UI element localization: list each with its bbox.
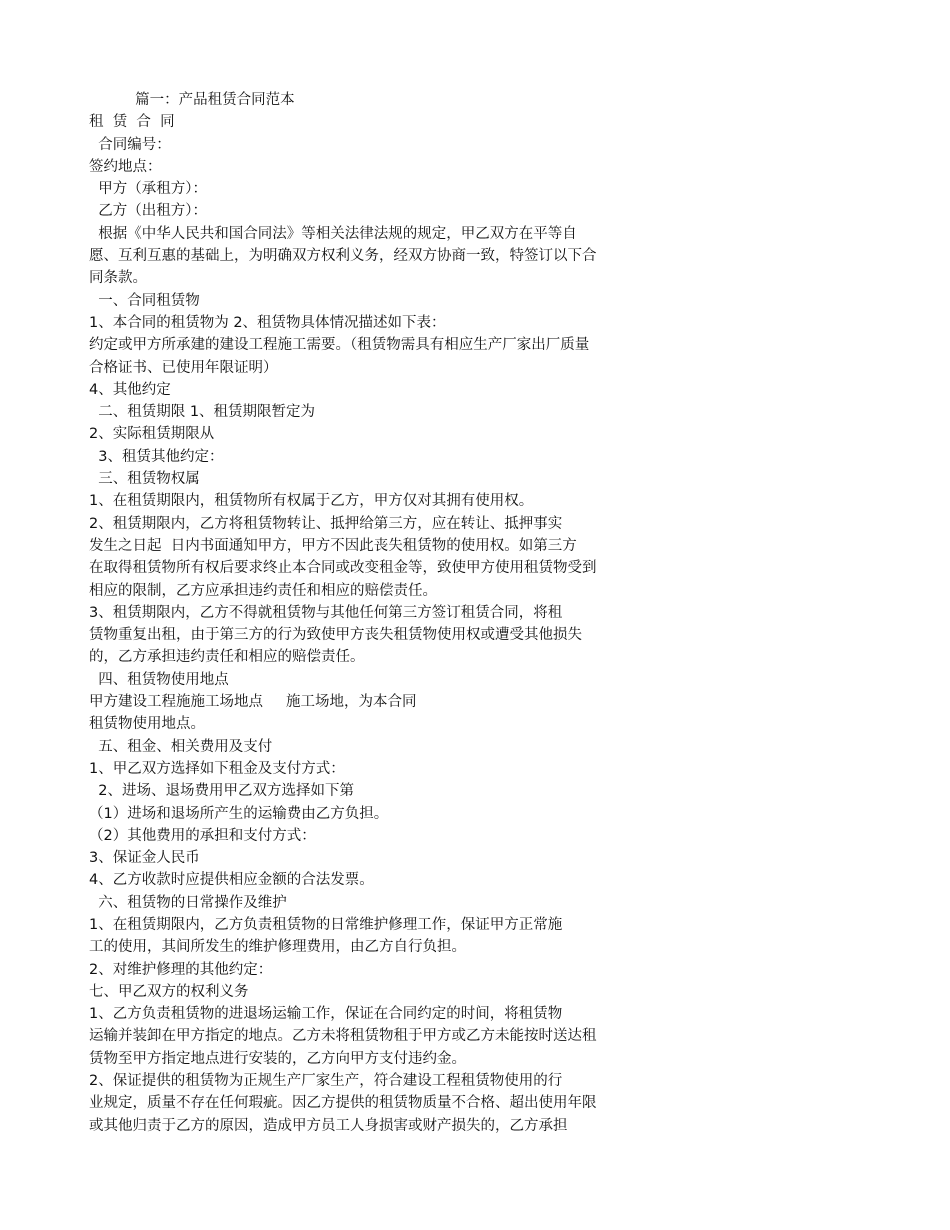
text-line: 4、其他约定 xyxy=(89,381,171,398)
text-line: 发生之日起 日内书面通知甲方，甲方不因此丧失租赁物的使用权。如第三方 xyxy=(89,537,577,554)
text-line: 2、租赁期限内，乙方将租赁物转让、抵押给第三方，应在转让、抵押事实 xyxy=(89,515,563,532)
text-line: 一、合同租赁物 xyxy=(89,292,200,309)
text-line: 签约地点： xyxy=(89,158,162,175)
text-line: 三、租赁物权属 xyxy=(89,471,200,488)
text-line: （1）进场和退场所产生的运输费由乙方负担。 xyxy=(89,805,389,822)
text-line: 根据《中华人民共和国合同法》等相关法律法规的规定，甲乙双方在平等自 xyxy=(89,225,577,242)
text-line: 合同编号： xyxy=(89,136,171,153)
text-line: 六、租赁物的日常操作及维护 xyxy=(89,894,287,911)
text-line: 工的使用，其间所发生的维护修理费用，由乙方自行负担。 xyxy=(89,939,466,956)
text-line: 或其他归责于乙方的原因，造成甲方员工人身损害或财产损失的，乙方承担 xyxy=(89,1117,568,1134)
text-line: 3、保证金人民币 xyxy=(89,850,200,867)
text-line: 甲方建设工程施施工场地点 施工场地，为本合同 xyxy=(89,694,417,711)
text-line: （2）其他费用的承担和支付方式： xyxy=(89,827,316,844)
text-line: 租赁物使用地点。 xyxy=(89,716,205,733)
text-line: 4、乙方收款时应提供相应金额的合法发票。 xyxy=(89,872,374,889)
text-line: 2、进场、退场费用甲乙双方选择如下第 xyxy=(89,783,354,800)
text-line: 五、租金、相关费用及支付 xyxy=(89,738,273,755)
text-line: 四、租赁物使用地点 xyxy=(89,671,229,688)
text-line: 合格证书、已使用年限证明） xyxy=(89,359,278,376)
text-line: 赁物重复出租，由于第三方的行为致使甲方丧失租赁物使用权或遭受其他损失 xyxy=(89,627,582,644)
text-line: 乙方（出租方）： xyxy=(89,203,207,220)
text-line: 二、租赁期限 1、租赁期限暂定为 xyxy=(89,404,316,421)
text-line: 在取得租赁物所有权后要求终止本合同或改变租金等，致使甲方使用租赁物受到 xyxy=(89,560,597,577)
document-title: 篇一：产品租赁合同范本 xyxy=(89,92,295,108)
text-line: 七、甲乙双方的权利义务 xyxy=(89,983,249,1000)
text-line: 业规定，质量不存在任何瑕疵。因乙方提供的租赁物质量不合格、超出使用年限 xyxy=(89,1095,597,1112)
text-line: 1、在租赁期限内，租赁物所有权属于乙方，甲方仅对其拥有使用权。 xyxy=(89,493,534,510)
text-line: 1、乙方负责租赁物的进退场运输工作，保证在合同约定的时间，将租赁物 xyxy=(89,1006,563,1023)
text-line: 甲方（承租方）： xyxy=(89,181,207,198)
text-line: 愿、互利互惠的基础上，为明确双方权利义务，经双方协商一致，特签订以下合 xyxy=(89,248,597,265)
text-line: 1、本合同的租赁物为 2、租赁物具体情况描述如下表： xyxy=(89,314,446,331)
text-line: 1、在租赁期限内，乙方负责租赁物的日常维护修理工作，保证甲方正常施 xyxy=(89,916,563,933)
text-line: 约定或甲方所承建的建设工程施工需要。（租赁物需具有相应生产厂家出厂质量 xyxy=(89,337,590,354)
text-line: 3、租赁其他约定： xyxy=(89,448,224,465)
contract-document xyxy=(89,89,689,1137)
text-line: 3、租赁期限内，乙方不得就租赁物与其他任何第三方签订租赁合同，将租 xyxy=(89,604,563,621)
contract-heading: 租 赁 合 同 xyxy=(89,114,175,131)
text-line: 运输并装卸在甲方指定的地点。乙方未将租赁物租于甲方或乙方未能按时送达租 xyxy=(89,1028,597,1045)
text-line: 的，乙方承担违约责任和相应的赔偿责任。 xyxy=(89,649,365,666)
text-line: 2、保证提供的租赁物为正规生产厂家生产，符合建设工程租赁物使用的行 xyxy=(89,1073,563,1090)
text-line: 2、实际租赁期限从 xyxy=(89,426,215,443)
text-line: 相应的限制，乙方应承担违约责任和相应的赔偿责任。 xyxy=(89,582,437,599)
text-line: 1、甲乙双方选择如下租金及支付方式： xyxy=(89,760,345,777)
text-line: 赁物至甲方指定地点进行安装的，乙方向甲方支付违约金。 xyxy=(89,1050,466,1067)
text-line: 2、对维护修理的其他约定： xyxy=(89,961,273,978)
text-line: 同条款。 xyxy=(89,270,147,287)
